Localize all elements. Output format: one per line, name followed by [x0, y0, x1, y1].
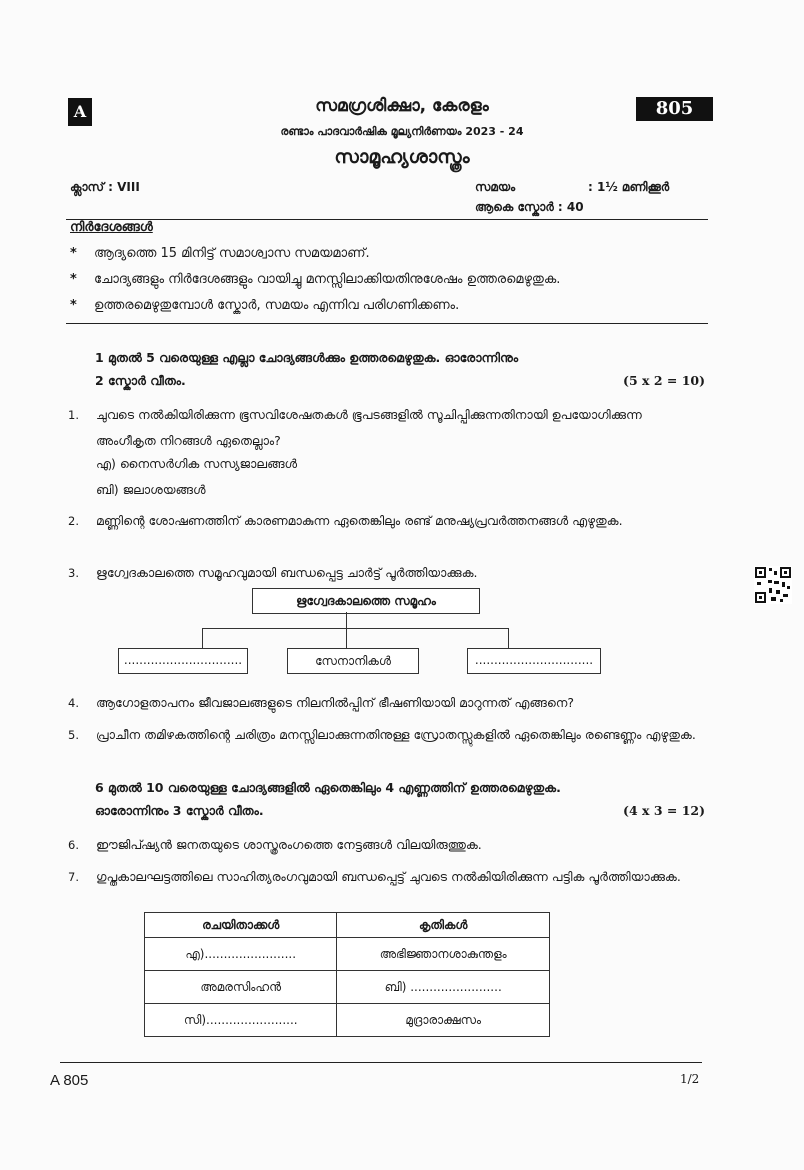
table-cell: എ)........................ [145, 938, 337, 971]
footer-page: 1/2 [680, 1072, 700, 1086]
question-2: 2. മണ്ണിന്റെ ശോഷണത്തിന് കാരണമാകുന്ന ഏതെങ്കിലും രണ്ട് മനുഷ്യപ്രവർത്തനങ്ങൾ എഴുതുക. [68, 513, 623, 528]
chart-connector [202, 628, 203, 648]
section1-instruction: 1 മുതൽ 5 വരെയുള്ള എല്ലാ ചോദ്യങ്ങൾക്കും ഉത്തരമെഴുതുക. ഓരോന്നിനും 2 സ്കോർ വീതം. (5 x 2 = 10) [95, 346, 705, 392]
class-label: ക്ലാസ് : VIII [70, 180, 140, 194]
paper-code: 805 [636, 97, 713, 121]
instruction-item: * ചോദ്യങ്ങളും നിർദേശങ്ങളും വായിച്ചു മനസ്സിലാക്കിയതിനുശേഷം ഉത്തരമെഴുതുക. [70, 272, 561, 287]
instructions-heading: നിർദേശങ്ങൾ [70, 220, 153, 235]
exam-title: രണ്ടാം പാദവാർഷിക മൂല്യനിർണയം 2023 - 24 [280, 125, 524, 138]
instruction-item: * ആദ്യത്തെ 15 മിനിട്ട് സമാശ്വാസ സമയമാണ്. [70, 246, 370, 261]
chart-connector [508, 628, 509, 648]
instruction-item: * ഉത്തരമെഴുതുമ്പോൾ സ്കോർ, സമയം എന്നിവ പരിഗണിക്കണം. [70, 298, 460, 313]
section2-instruction: 6 മുതൽ 10 വരെയുള്ള ചോദ്യങ്ങളിൽ ഏതെങ്കിലും 4 എണ്ണത്തിന് ഉത്തരമെഴുതുക. ഓരോന്നിനും 3 സ്കോർ വീതം. (4 x 3 = 12) [95, 776, 705, 822]
table-header-authors: രചയിതാക്കൾ [145, 913, 337, 938]
question-5: 5. പ്രാചീന തമിഴകത്തിന്റെ ചരിത്രം മനസ്സിലാക്കുന്നതിനുള്ള സ്രോതസ്സുകളിൽ ഏതെങ്കിലും രണ്ടെണ്ണം എഴുതുക. [68, 727, 696, 742]
chart-connector [346, 628, 347, 648]
qr-code-icon [754, 566, 792, 604]
table-cell: അമരസിംഹൻ [145, 971, 337, 1004]
chart-right-box: ............................... [467, 648, 601, 674]
chart-connector [202, 628, 508, 629]
chart-middle-box: സേനാനികൾ [287, 648, 419, 674]
table-row [145, 938, 550, 971]
total-score: ആകെ സ്കോർ : 40 [475, 200, 584, 214]
q7-table [144, 912, 550, 1037]
question-7: 7. ഗുപ്തകാലഘട്ടത്തിലെ സാഹിത്യരംഗവുമായി ബന്ധപ്പെട്ട് ചുവടെ നൽകിയിരിക്കുന്ന പട്ടിക പൂർത്തിയാക്കുക. [68, 869, 681, 884]
question-4: 4. ആഗോളതാപനം ജീവജാലങ്ങളുടെ നിലനിൽപ്പിന് ഭീഷണിയായി മാറുന്നത് എങ്ങനെ? [68, 695, 574, 710]
table-header-row [145, 913, 550, 938]
question-6: 6. ഈജിപ്ഷ്യൻ ജനതയുടെ ശാസ്ത്രരംഗത്തെ നേട്ടങ്ങൾ വിലയിരുത്തുക. [68, 837, 482, 852]
footer-rule [60, 1062, 702, 1063]
table-row [145, 1004, 550, 1037]
header-rule [66, 219, 708, 220]
org-title: സമഗ്രശിക്ഷാ, കേരളം [315, 96, 489, 116]
section1-marks: (5 x 2 = 10) [623, 373, 705, 388]
time-label: സമയം [475, 180, 516, 194]
table-cell: ബി) ........................ [337, 971, 550, 1004]
question-1: 1. ചുവടെ നൽകിയിരിക്കുന്ന ഭൂസവിശേഷതകൾ ഭൂപടങ്ങളിൽ സൂചിപ്പിക്കുന്നതിനായി ഉപയോഗിക്കുന്ന അംഗീകൃത നിറങ്ങൾ ഏതെല്ലാം? [68, 407, 642, 448]
subject-title: സാമൂഹ്യശാസ്ത്രം [334, 146, 470, 168]
chart-top-box: ഋഗ്വേദകാലത്തെ സമൂഹം [252, 588, 480, 614]
q1-option-a: എ) നൈസർഗിക സസ്യജാലങ്ങൾ [96, 456, 298, 471]
table-cell: സി)........................ [145, 1004, 337, 1037]
question-3: 3. ഋഗ്വേദകാലത്തെ സമൂഹവുമായി ബന്ധപ്പെട്ട ചാർട്ട് പൂർത്തിയാക്കുക. [68, 565, 478, 580]
instructions-rule [66, 323, 708, 324]
footer-code: A 805 [50, 1072, 89, 1089]
chart-connector [346, 612, 347, 628]
set-label: A [68, 98, 92, 126]
table-cell: അഭിജ്ഞാനശാകുന്തളം [337, 938, 550, 971]
table-cell: മുദ്രാരാക്ഷസം [337, 1004, 550, 1037]
table-header-works: കൃതികൾ [337, 913, 550, 938]
table-row [145, 971, 550, 1004]
chart-left-box: ............................... [118, 648, 248, 674]
q1-option-b: ബി) ജലാശയങ്ങൾ [96, 482, 206, 497]
time-value: : 1½ മണിക്കൂർ [588, 180, 670, 194]
section2-marks: (4 x 3 = 12) [623, 803, 705, 818]
